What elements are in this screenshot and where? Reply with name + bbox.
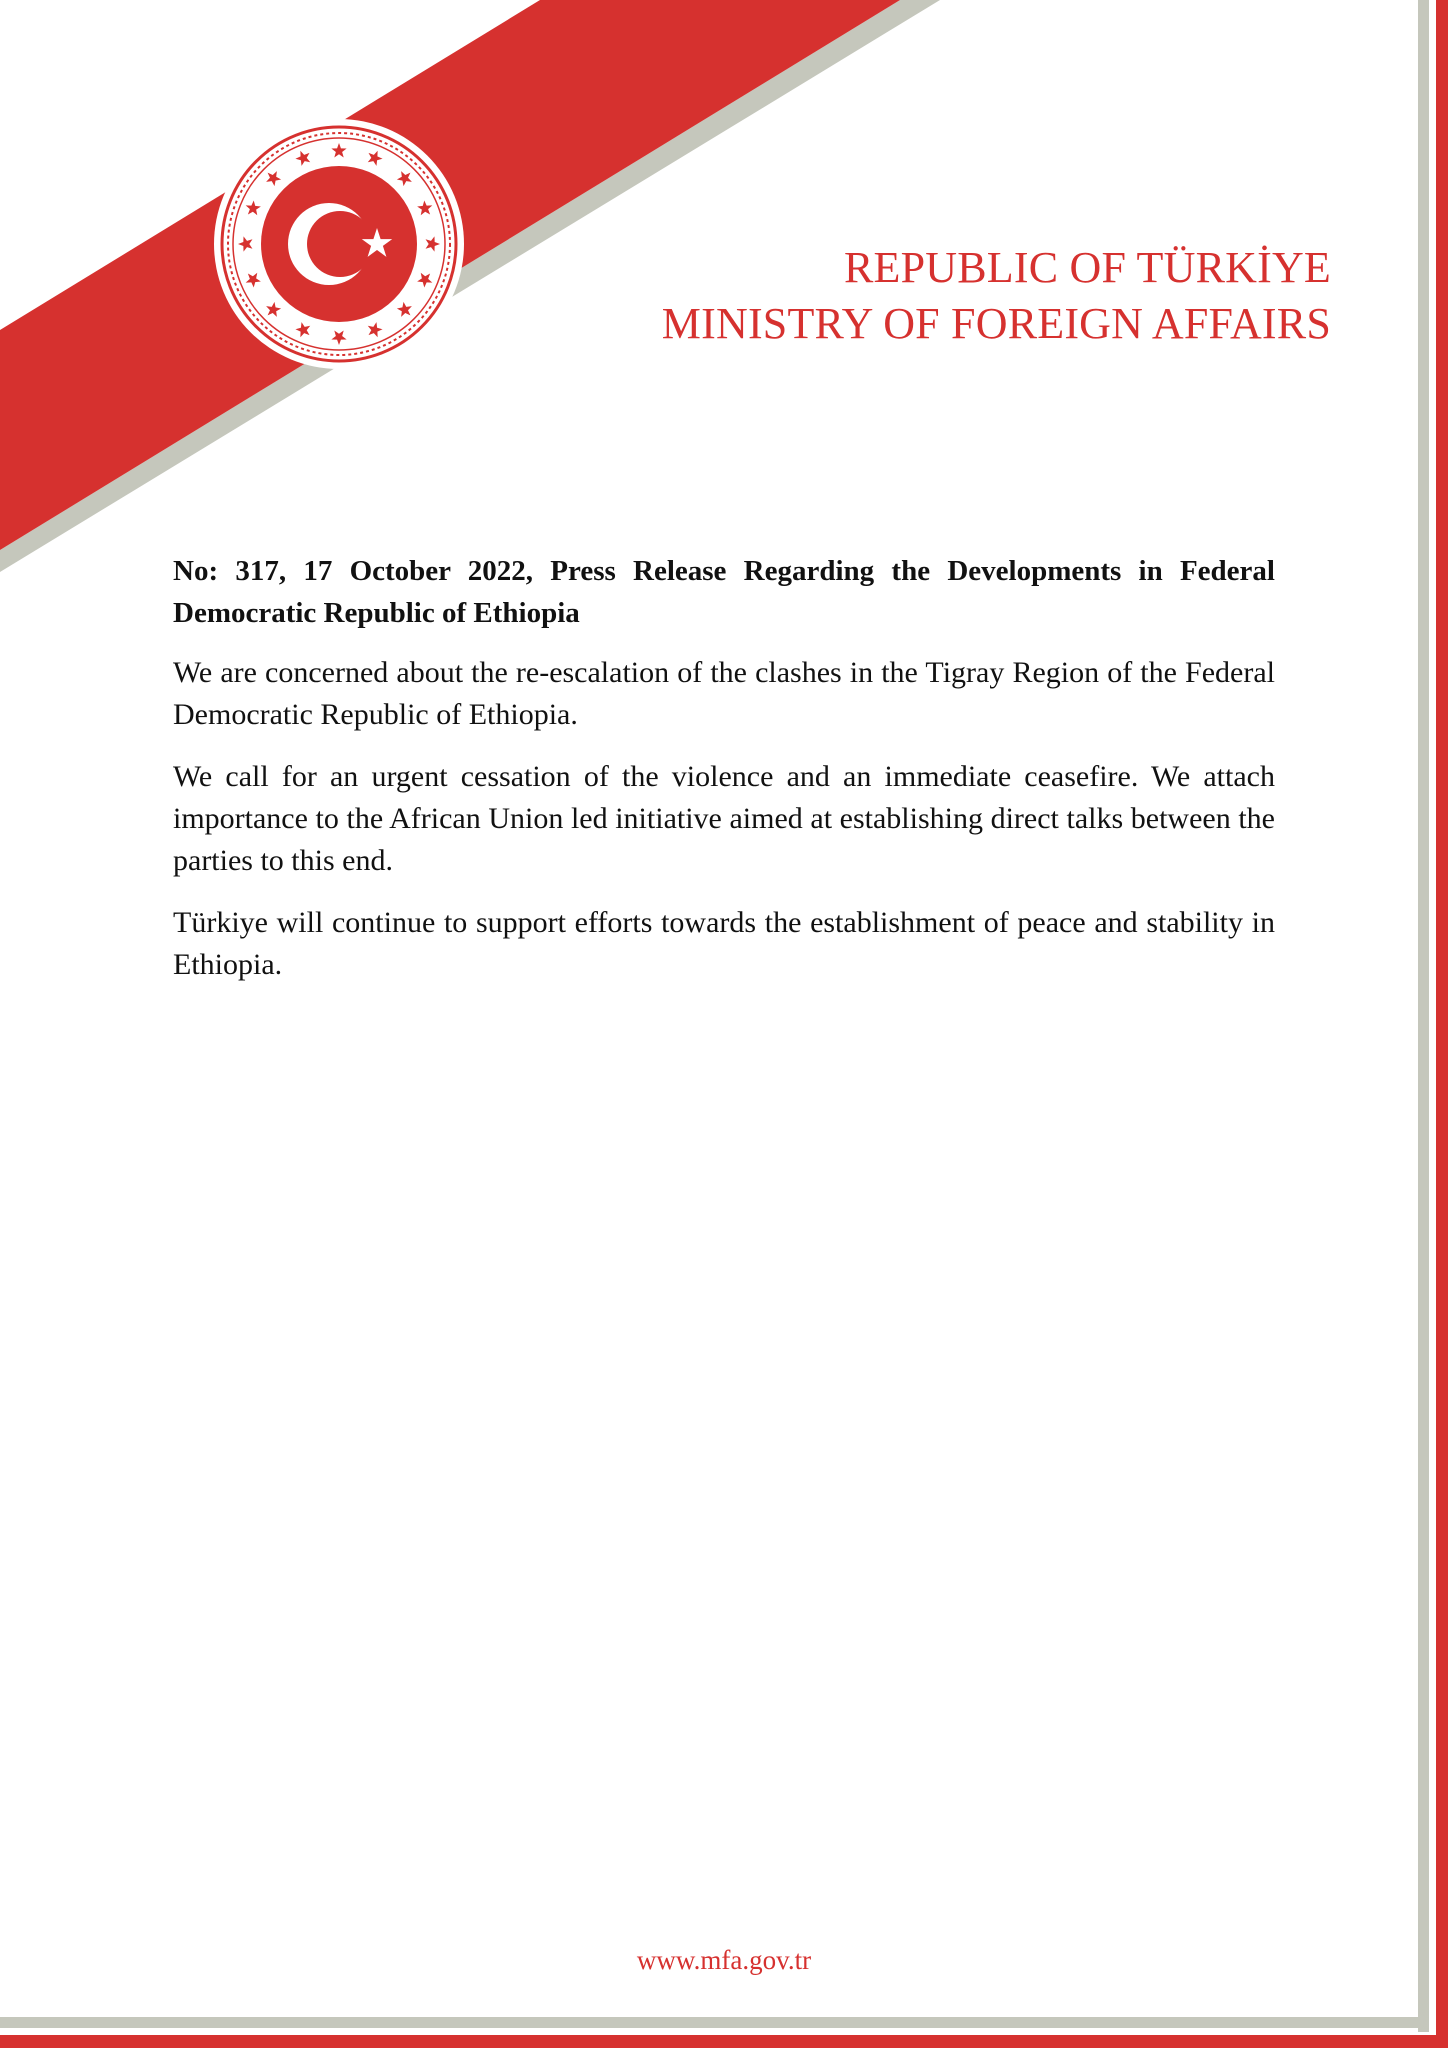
paragraph: We are concerned about the re-escalation of the clashes in the Tigray Region of the Federal Democratic Republic of Ethiopia. [173,656,1275,731]
crescent-and-star-emblem-icon [214,119,464,369]
bottom-red-border [0,2035,1448,2048]
right-grey-border [1418,0,1429,2032]
press-release-title: No: 317, 17 October 2022, Press Release Regarding the Developments in Federal Democratic Republic of Ethiopia [173,555,1275,629]
header-country-line: REPUBLIC OF TÜRKİYE [843,243,1331,292]
footer-website-link[interactable]: www.mfa.gov.tr [636,1945,812,1975]
paragraph: Türkiye will continue to support efforts towards the establishment of peace and stability in Ethiopia. [173,906,1275,981]
header-ministry-line: MINISTRY OF FOREIGN AFFAIRS [661,299,1331,348]
bottom-grey-border [0,2017,1429,2028]
press-release-body [173,550,1275,1006]
ministry-header [662,240,1331,352]
right-red-border [1436,0,1448,2048]
paragraph: We call for an urgent cessation of the violence and an immediate ceasefire. We attach importance to the African Union led initiative aimed at establishing direct talks between the parties to this end. [173,760,1275,877]
